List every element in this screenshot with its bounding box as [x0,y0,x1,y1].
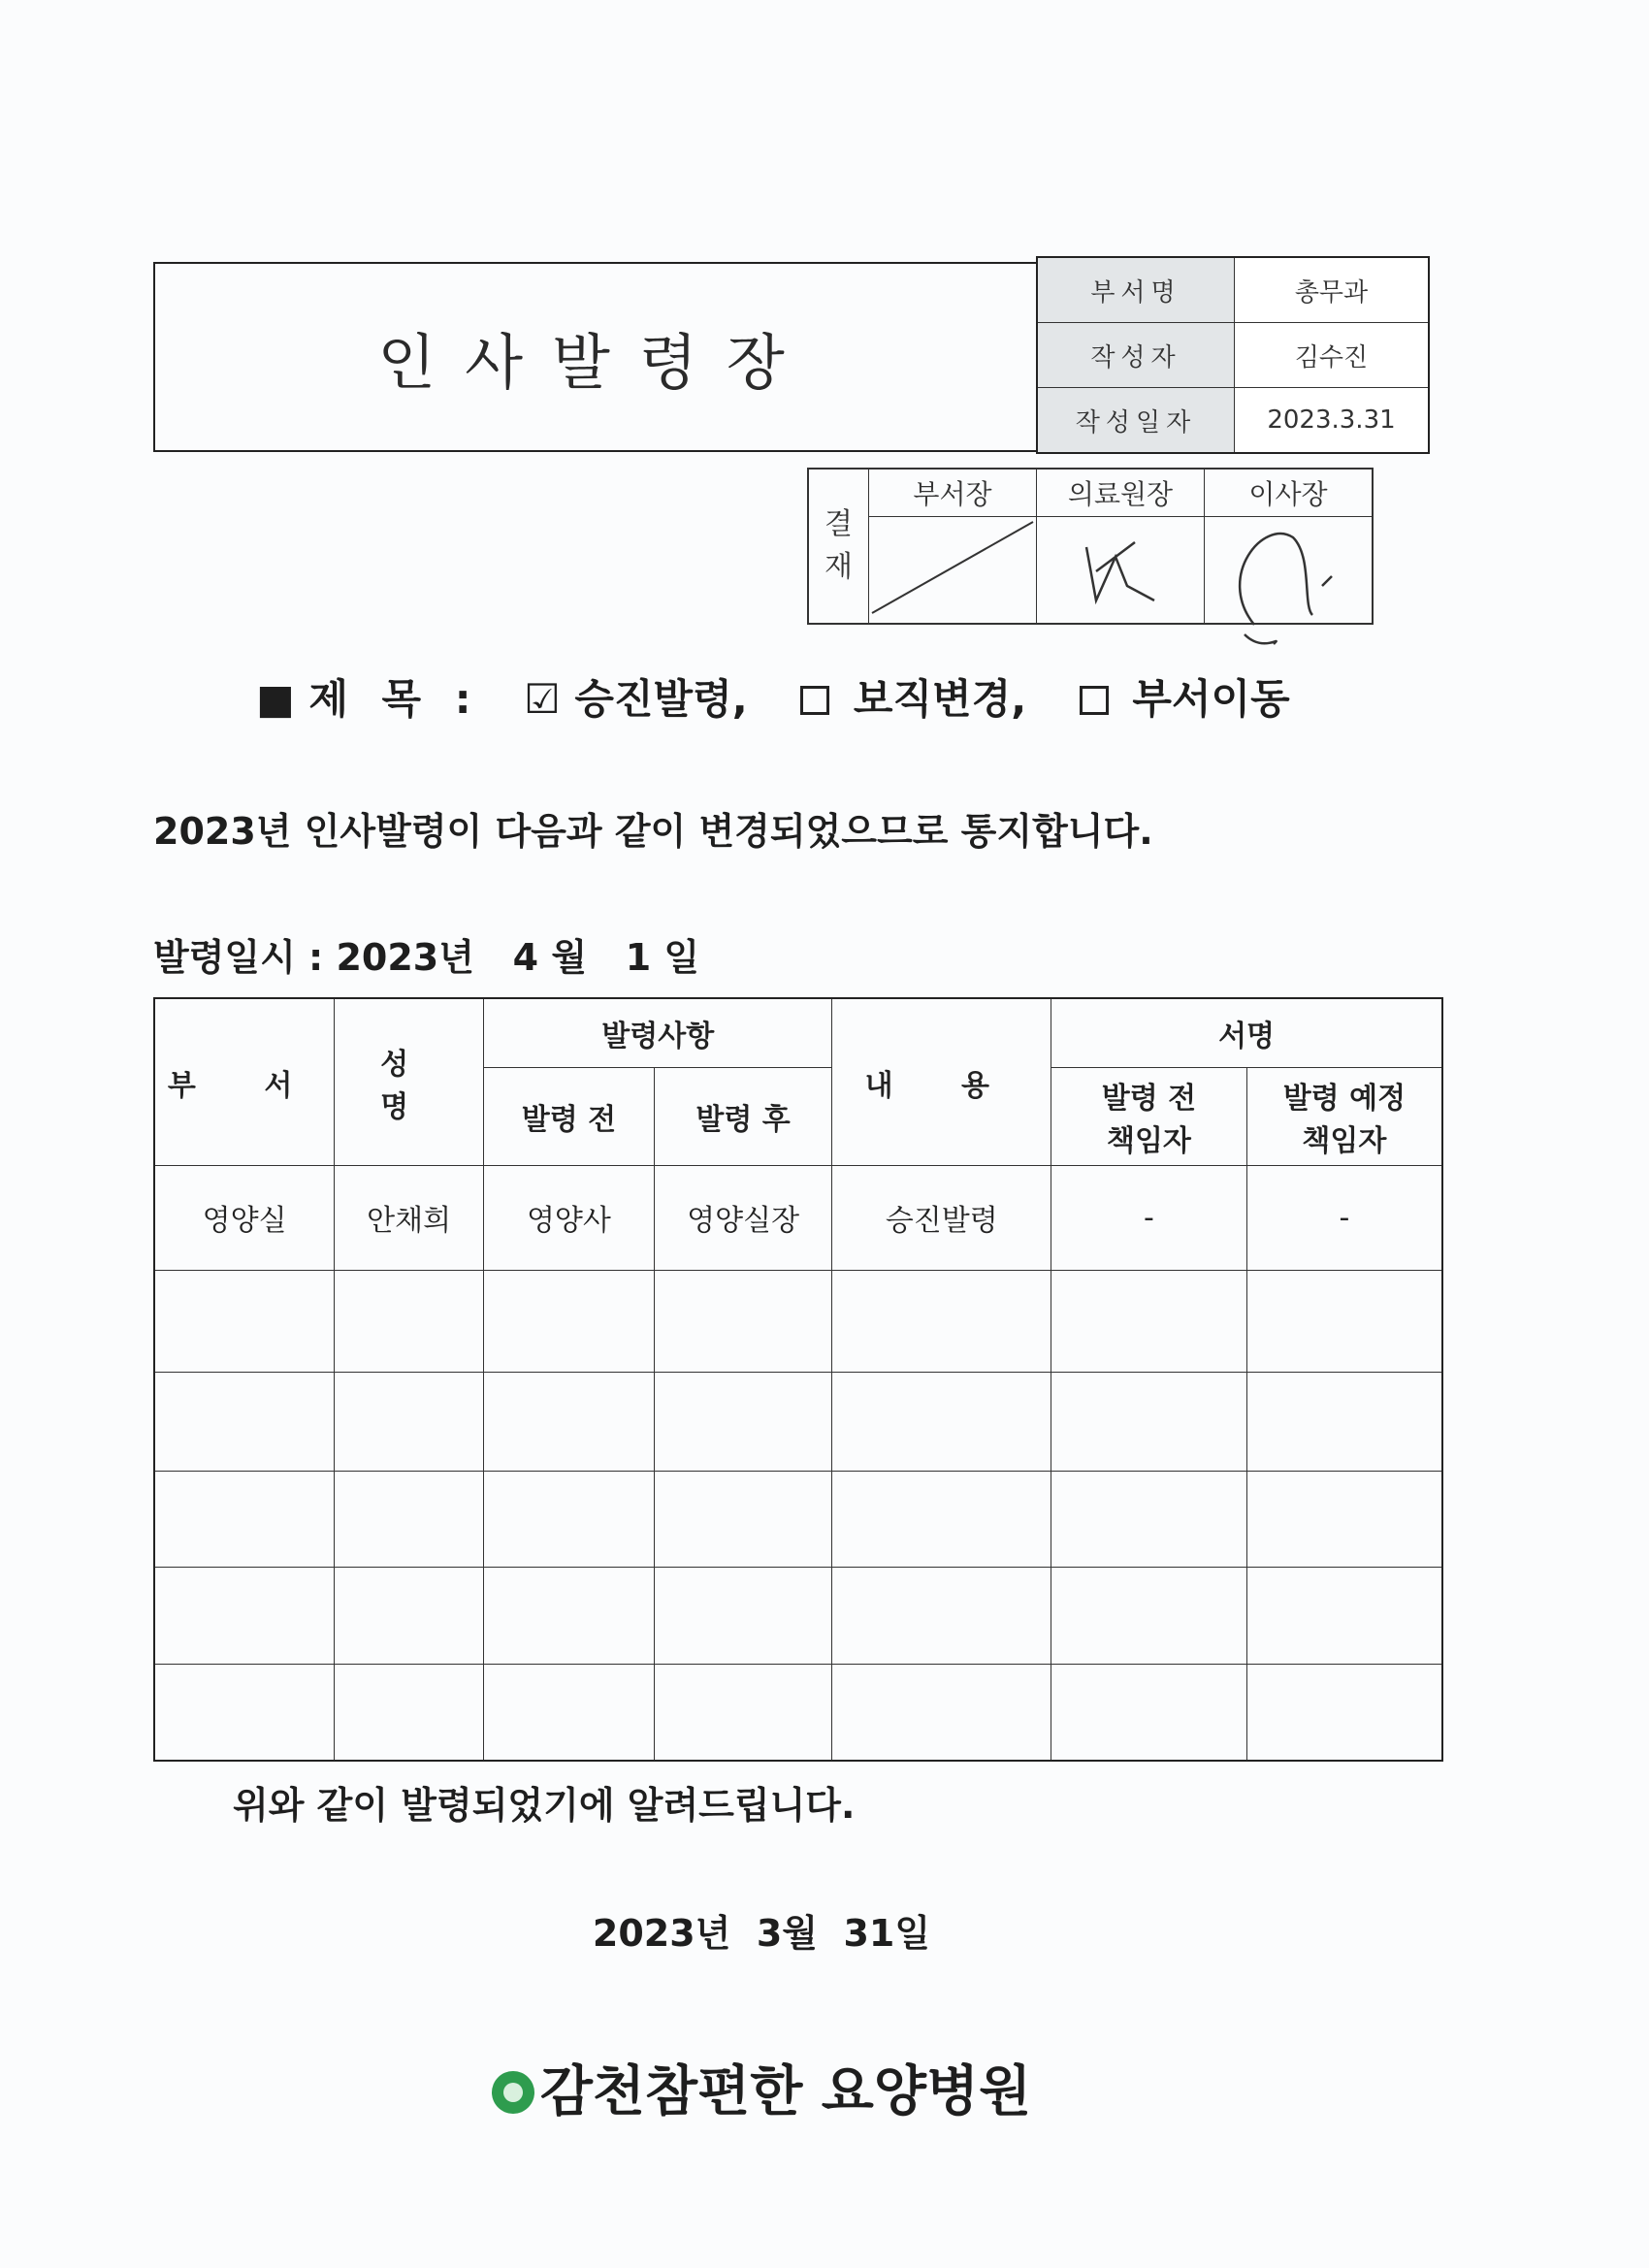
signature-icon-2 [1206,518,1371,615]
header-before: 발령 전 [484,1067,655,1166]
table-row-empty [154,1471,1442,1568]
approval-col-3: 이사장 [1205,469,1374,517]
approval-table [807,468,1374,625]
cell-content: 승진발령 [832,1166,1051,1271]
table-row-empty [154,1568,1442,1665]
checkbox-reassign[interactable] [800,686,829,715]
hospital-name: 감천참편한 요양병원 [539,2060,1032,2123]
cell-name: 안채희 [335,1166,484,1271]
header-sig-after-1: 발령 예정 [1282,1081,1406,1116]
table-row [154,1166,1442,1271]
subject-label: 제 목 : [308,675,481,723]
header-order: 발령사항 [484,998,832,1067]
hospital-logo-icon [492,2071,534,2114]
header-sig-before [1051,1067,1247,1166]
document-title: 인사발령장 [377,326,814,398]
signature-icon [1038,518,1203,615]
table-row-empty [154,1270,1442,1373]
header-sig-before-1: 발령 전 [1101,1081,1197,1116]
cell-sig-before: - [1051,1166,1247,1271]
meta-label-date: 작성일자 [1037,388,1235,454]
approval-sign-2 [1037,517,1205,625]
header-after: 발령 후 [654,1067,832,1166]
table-row-empty [154,1373,1442,1472]
meta-label-author: 작성자 [1037,323,1235,388]
approval-col-1: 부서장 [869,469,1037,517]
approval-col-2: 의료원장 [1037,469,1205,517]
cell-after: 영양실장 [654,1166,832,1271]
cell-dept: 영양실 [154,1166,335,1271]
checkbox-promotion[interactable]: ☑ [524,675,561,723]
approval-side-label [808,469,869,624]
approval-sign-3 [1205,517,1374,625]
approval-side-label-2: 재 [824,550,853,584]
meta-value-date: 2023.3.31 [1235,388,1430,454]
cell-before: 영양사 [484,1166,655,1271]
meta-value-author: 김수진 [1235,323,1430,388]
subject-marker: ■ [256,675,295,723]
cell-sig-after: - [1246,1166,1442,1271]
table-row-empty [154,1664,1442,1761]
option-promotion: 승진발령, [574,675,748,723]
meta-table [1036,256,1430,454]
header-sig-after-2: 책임자 [1302,1123,1387,1158]
checkbox-transfer[interactable] [1080,686,1109,715]
option-transfer: 부서이동 [1132,675,1290,723]
approval-sign-1 [869,517,1037,625]
subject-line [256,667,1290,726]
header-dept: 부 서 [154,998,335,1166]
header-signature: 서명 [1051,998,1442,1067]
strike-line-icon [870,518,1035,615]
closing-text: 위와 같이 발령되었기에 알려드립니다. [233,1784,856,1827]
hospital-footer [0,2049,1523,2126]
header-sig-after [1246,1067,1442,1166]
meta-label-dept: 부서명 [1037,257,1235,323]
approval-side-label-1: 결 [824,507,853,541]
meta-value-dept: 총무과 [1235,257,1430,323]
issue-date: 2023년 3월 31일 [592,1912,931,1955]
effective-date: 발령일시 : 2023년 4 월 1 일 [153,936,700,979]
header-name: 성 명 [335,998,484,1166]
order-table [153,997,1443,1762]
option-reassign: 보직변경, [853,675,1027,723]
header-sig-before-2: 책임자 [1106,1123,1191,1158]
header-content: 내 용 [832,998,1051,1166]
notice-text: 2023년 인사발령이 다음과 같이 변경되었으므로 통지합니다. [153,810,1153,853]
